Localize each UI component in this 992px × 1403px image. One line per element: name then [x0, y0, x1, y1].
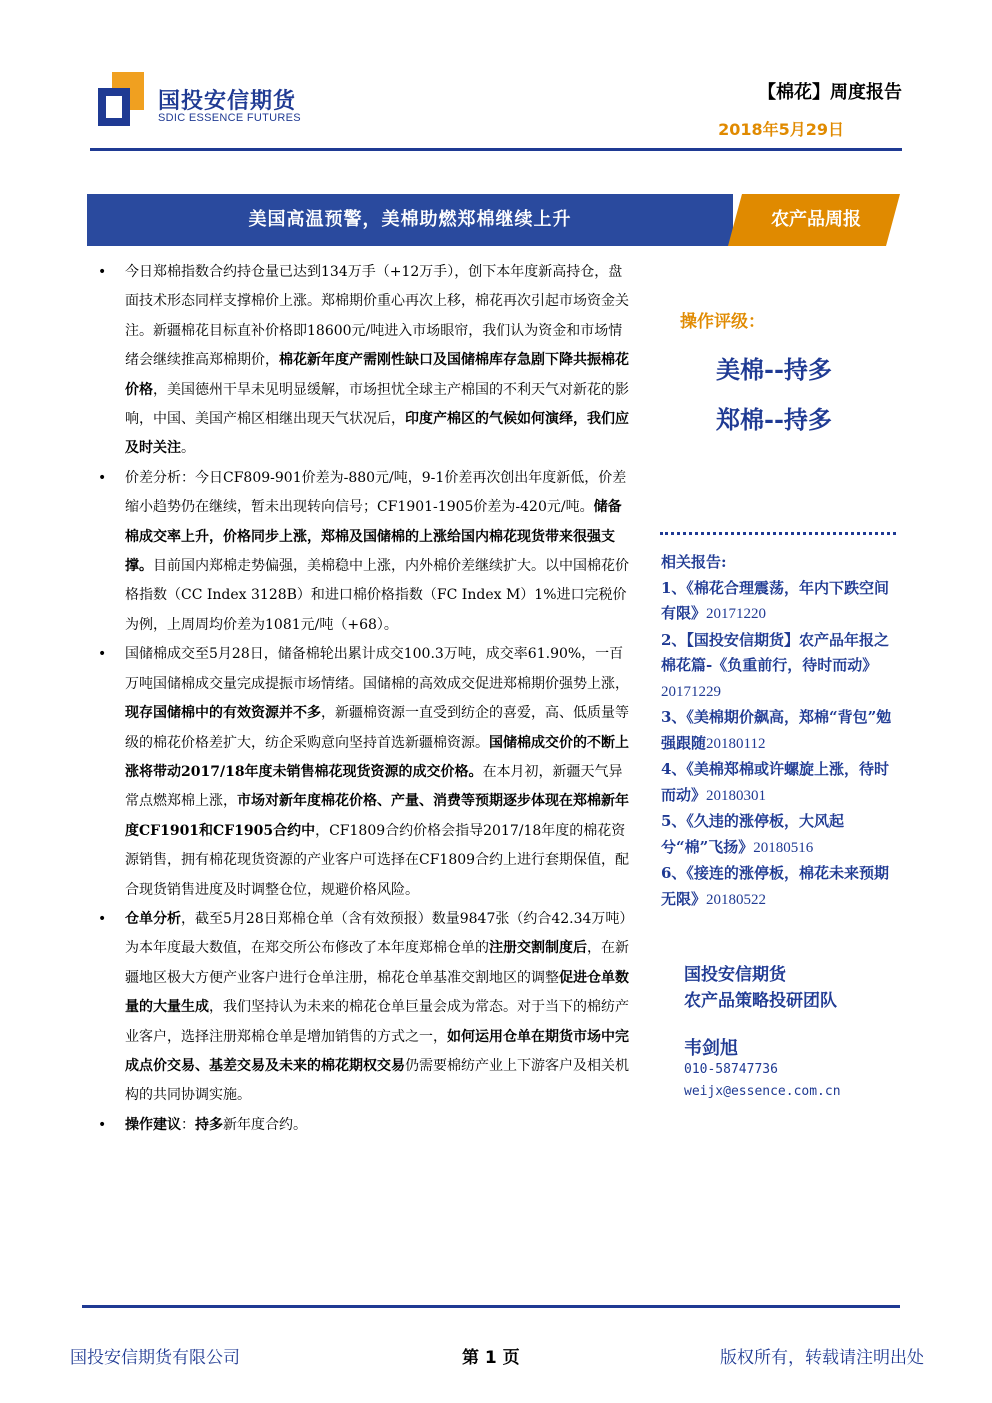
logo-english-name: SDIC ESSENCE FUTURES: [158, 112, 301, 124]
related-report-item[interactable]: 4、《美棉郑棉或许螺旋上涨，待时而动》20180301: [661, 760, 889, 804]
footer-company: 国投安信期货有限公司: [70, 1348, 240, 1368]
footer-divider: [82, 1305, 900, 1308]
rating-label: 操作评级：: [680, 312, 765, 332]
analyst-email[interactable]: weijx@essence.com.cn: [684, 1084, 841, 1099]
page-number: 第 1 页: [462, 1348, 520, 1368]
related-report-item[interactable]: 6、《接连的涨停板，棉花未来预期无限》20180522: [661, 864, 889, 908]
analyst-phone: 010-58747736: [684, 1062, 778, 1077]
analyst-name: 韦剑旭: [684, 1038, 738, 1059]
main-content: [98, 258, 630, 1140]
related-report-item[interactable]: 5、《久违的涨停板，大风起兮“棉”飞扬》20180516: [661, 812, 844, 856]
sidebar-divider: [660, 532, 896, 535]
paragraph-reserve-cotton: • 国储棉成交至5月28日，储备棉轮出累计成交100.3万吨，成交率61.90%，一百万吨国储棉成交量完成提振市场情绪。国储棉的高效成交促进郑棉期价强势上涨，现存国储棉中的有效资源并不多，新疆棉资源一直受到纺企的喜爱，高、低质量等级的棉花价格差扩大，纺企采购意向坚持首选新疆棉资源。国储棉成交价的不断上涨将带动2017/18年度未销售棉花现货资源的成交价格。在本月初，新疆天气异常点燃郑棉上涨，市场对新年度棉花价格、产量、消费等预期逐步体现在郑棉新年度CF1901和CF1905合约中，CF1809合约价格会指导2017/18年度的棉花资源销售，拥有棉花现货资源的产业客户可选择在CF1809合约上进行套期保值，配合现货销售进度及时调整仓位，规避价格风险。: [98, 640, 630, 905]
paragraph-operation-advice: • 操作建议：持多新年度合约。: [98, 1111, 630, 1140]
related-report-item[interactable]: 1、《棉花合理震荡，年内下跌空间有限》20171220: [661, 578, 889, 622]
rating-us-cotton: 美棉--持多: [716, 355, 832, 384]
category-tag: 农产品周报: [771, 209, 861, 230]
related-report-item[interactable]: 2、【国投安信期货】农产品年报之棉花篇-《负重前行，待时而动》20171229: [661, 630, 889, 700]
header-divider: [90, 148, 902, 151]
rating-zhengzhou-cotton: 郑棉--持多: [716, 405, 832, 434]
team-name: 农产品策略投研团队: [684, 991, 837, 1011]
paragraph-warehouse-receipts: • 仓单分析，截至5月28日郑棉仓单（含有效预报）数量9847张（约合42.34万吨）为本年度最大数值，在郑交所公布修改了本年度郑棉仓单的注册交割制度后，在新疆地区极大方便产业客户进行仓单注册，棉花仓单基准交割地区的调整促进仓单数量的大量生成，我们坚持认为未来的棉花仓单巨量会成为常态。对于当下的棉纺产业客户，选择注册郑棉仓单是增加销售的方式之一，如何运用仓单在期货市场中完成点价交易、基差交易及未来的棉花期权交易仍需要棉纺产业上下游客户及相关机构的共同协调实施。: [98, 905, 630, 1111]
team-company: 国投安信期货: [684, 965, 786, 985]
report-title: 美国高温预警，美棉助燃郑棉继续上升: [248, 209, 572, 230]
paragraph-market-overview: • 今日郑棉指数合约持仓量已达到134万手（+12万手），创下本年度新高持仓，盘面技术形态同样支撑棉价上涨。郑棉期价重心再次上移，棉花再次引起市场资金关注。新疆棉花目标直补价格即18600元/吨进入市场眼帘，我们认为资金和市场情绪会继续推高郑棉期价，棉花新年度产需刚性缺口及国储棉库存急剧下降共振棉花价格，美国德州干旱未见明显缓解，市场担忧全球主产棉国的不利天气对新花的影响，中国、美国产棉区相继出现天气状况后，印度产棉区的气候如何演绎，我们应及时关注。: [98, 258, 630, 464]
related-report-item[interactable]: 3、《美棉期价飙高，郑棉“背包”勉强跟随20180112: [661, 708, 892, 752]
related-reports: [661, 550, 901, 913]
related-reports-title: 相关报告:: [661, 553, 727, 571]
report-type: 【棉花】周度报告: [758, 82, 902, 103]
logo-company-name: 国投安信期货: [158, 89, 297, 114]
report-date: 2018年5月29日: [718, 120, 844, 139]
footer-copyright: 版权所有，转载请注明出处: [720, 1348, 924, 1368]
company-logo-icon: [98, 72, 144, 126]
paragraph-spread-analysis: • 价差分析：今日CF809-901价差为-880元/吨，9-1价差再次创出年度新低，价差缩小趋势仍在继续，暂未出现转向信号；CF1901-1905价差为-420元/吨。储备棉成交率上升，价格同步上涨，郑棉及国储棉的上涨给国内棉花现货带来很强支撑。目前国内郑棉走势偏强，美棉稳中上涨，内外棉价差继续扩大。以中国棉花价格指数（CC Index 3128B）和进口棉价格指数（FC Index M）1%进口完税价为例，上周周均价差为1081元/吨（+68）。: [98, 464, 630, 640]
